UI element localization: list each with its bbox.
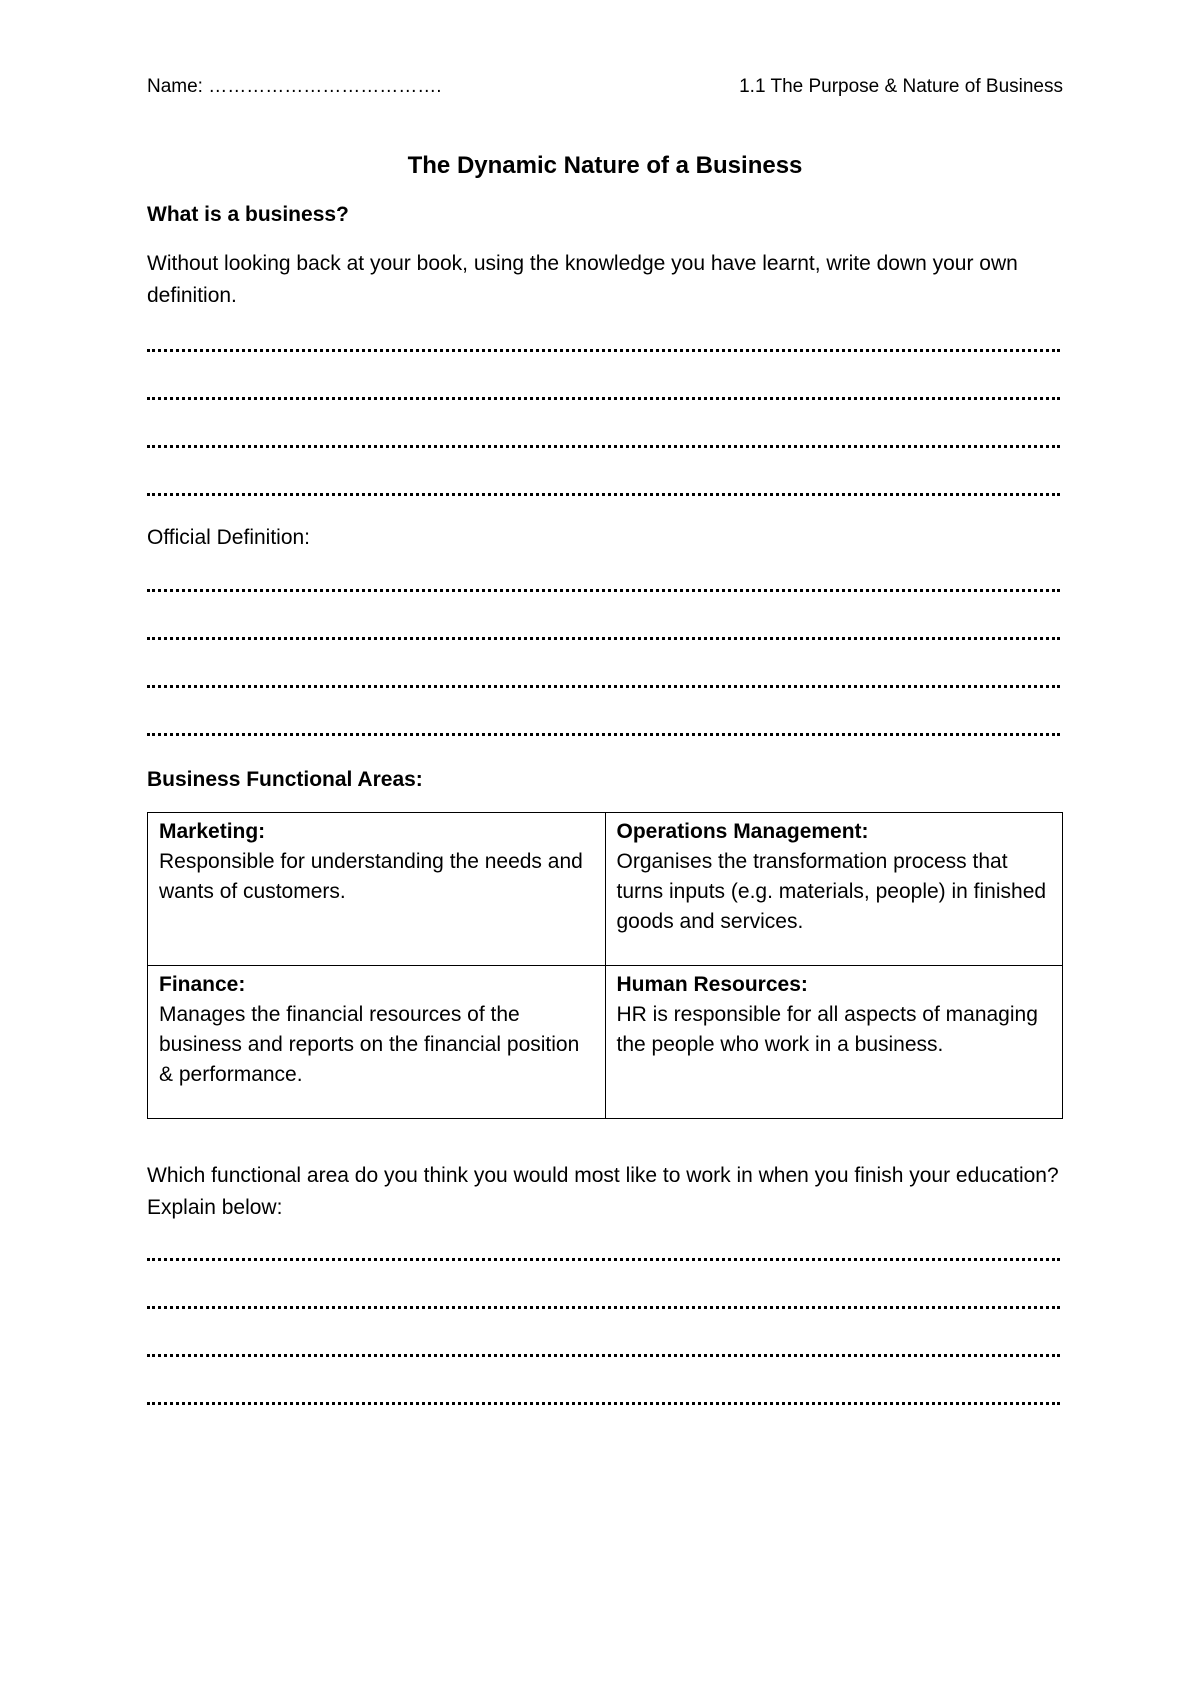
section-heading-what-is-business: What is a business?: [147, 203, 349, 226]
cell-text: Responsible for understanding the needs and wants of customers.: [159, 850, 583, 903]
official-line-1[interactable]: [147, 589, 1060, 592]
answer-line-2[interactable]: [147, 397, 1060, 400]
cell-text: HR is responsible for all aspects of managing the people who work in a business.: [616, 1003, 1038, 1056]
cell-text: Organises the transformation process that turns inputs (e.g. materials, people) in finished goods and services.: [616, 850, 1047, 933]
human-resources-cell: [605, 966, 1063, 1119]
official-line-4[interactable]: [147, 733, 1060, 736]
cell-title: Marketing:: [159, 820, 266, 843]
topic-label: 1.1 The Purpose & Nature of Business: [739, 76, 1063, 97]
name-field-label: Name: ……………………………….: [147, 76, 442, 97]
functional-areas-heading: Business Functional Areas:: [147, 768, 423, 791]
page-header: [147, 74, 1063, 100]
definition-instruction: Without looking back at your book, using the knowledge you have learnt, write down your own definition.: [147, 252, 1018, 307]
cell-title: Human Resources:: [616, 973, 808, 996]
explain-line-4[interactable]: [147, 1402, 1060, 1405]
table-row: [148, 813, 1063, 966]
cell-title: Operations Management:: [616, 820, 869, 843]
finance-cell: [148, 966, 606, 1119]
official-line-3[interactable]: [147, 685, 1060, 688]
official-line-2[interactable]: [147, 637, 1060, 640]
explain-line-1[interactable]: [147, 1258, 1060, 1261]
explain-line-3[interactable]: [147, 1354, 1060, 1357]
operations-cell: [605, 813, 1063, 966]
cell-text: Manages the financial resources of the business and reports on the financial position & performance.: [159, 1003, 580, 1086]
answer-line-3[interactable]: [147, 445, 1060, 448]
marketing-cell: [148, 813, 606, 966]
explain-line-2[interactable]: [147, 1306, 1060, 1309]
table-row: [148, 966, 1063, 1119]
answer-line-1[interactable]: [147, 349, 1060, 352]
answer-line-4[interactable]: [147, 493, 1060, 496]
functional-areas-table: [147, 812, 1063, 1119]
career-question: Which functional area do you think you would most like to work in when you finish your education? Explain below:: [147, 1164, 1059, 1219]
official-definition-label: Official Definition:: [147, 526, 311, 549]
cell-title: Finance:: [159, 973, 246, 996]
page-title: The Dynamic Nature of a Business: [407, 152, 803, 179]
